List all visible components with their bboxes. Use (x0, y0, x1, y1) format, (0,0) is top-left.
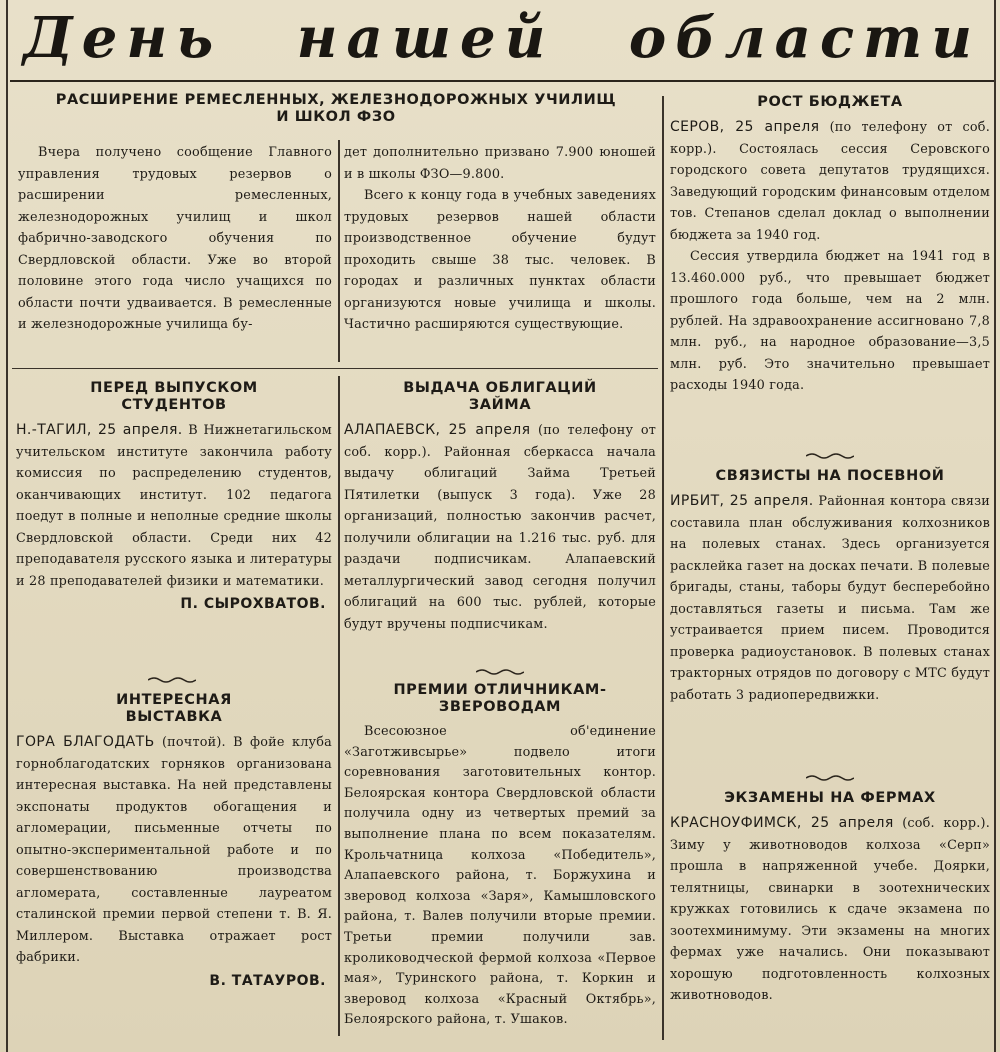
article-body: Всесоюзное об'единение «Заготживсырье» подвело итоги соревнования заготовительных контор. Белоярская контора Свердловской области получила одну из четвертых премий за выполнение плана по всем показателям. Крольчатница колхоза «Победитель», Алапаевского района, т. Боржухина и зверовод колхоза «Заря», Камышловского района, т. Валев получили вторые премии. Третьи премии получили зав. кролиководческой фермой колхоза «Первое мая», Туринского района, т. Коркин и зверовод колхоза «Красный Октябрь», Белоярского района, т. Ушаков. (344, 724, 656, 1028)
headline: ИНТЕРЕСНАЯ ВЫСТАВКА (116, 692, 232, 725)
headline: СВЯЗИСТЫ НА ПОСЕВНОЙ (715, 468, 945, 484)
headline: ПРЕМИИ ОТЛИЧНИКАМ-ЗВЕРОВОДАМ (393, 682, 607, 715)
headline: РАСШИРЕНИЕ РЕМЕСЛЕННЫХ, ЖЕЛЕЗНОДОРОЖНЫХ УЧИЛИЩ И ШКОЛ ФЗО (55, 92, 617, 125)
section-banner (10, 0, 994, 78)
article-exhibition (16, 692, 332, 989)
article-body: дет дополнительно призвано 7.900 юношей и в школы ФЗО—9.800. (344, 145, 656, 182)
separator-ornament (806, 774, 854, 782)
column-divider (338, 376, 340, 1036)
headline: РОСТ БЮДЖЕТА (757, 94, 903, 110)
left-page-edge (6, 0, 8, 1052)
article-body: (по телефону от соб. корр.). Состоялась сессия Серовского городского совета депутатов трудящихся. Заведующий городским финансовым отделом тов. Степанов сделал доклад о выполнении бюджета за 1940 год. (670, 120, 990, 243)
dateline: Н.-ТАГИЛ, 25 апреля. (16, 422, 183, 438)
article-body: (почтой). В фойе клуба горноблагодатских горняков организована интересная выставка. На ней представлены экспонаты продуктов обогащения и агломерации, письменные отчеты по опытно-экспериментальной работе и по совершенствованию производства агломерата, составленные лауреатом сталинской премии первой степени т. В. Я. Миллером. Выставка отражает рост фабрики. (16, 735, 332, 965)
article-schools-col1 (18, 142, 332, 336)
column-divider (662, 96, 664, 1040)
article-signalmen (670, 468, 990, 706)
dateline: АЛАПАЕВСК, 25 апреля (344, 422, 531, 438)
article-budget (670, 94, 990, 397)
article-body: Вчера получено сообщение Главного управления трудовых резервов о расширении ремесленных, железнодорожных училищ и школ фабрично-заводского обучения по Свердловской области. Уже во второй половине этого года число учащихся по области почти удваивается. В ремесленные и железнодорожные училища бу- (18, 145, 332, 332)
article-body: (по телефону от соб. корр.). Районная сберкасса начала выдачу облигаций Займа Третьей Пятилетки (выпуск 3 года). Уже 28 организаций, полностью закончив расчет, получили облигации на 1.216 тыс. руб. для раздачи подписчикам. Алапаевский металлургический завод сегодня получил облигаций на 600 тыс. рублей, которые будут вручены подписчикам. (344, 423, 656, 632)
column-divider (338, 140, 340, 362)
dateline: КРАСНОУФИМСК, 25 апреля (670, 815, 894, 831)
dateline: СЕРОВ, 25 апреля (670, 119, 820, 135)
article-graduates (16, 380, 332, 612)
section-title: День нашей области (22, 5, 982, 71)
article-exams (670, 790, 990, 1007)
headline: ВЫДАЧА ОБЛИГАЦИЙ ЗАЙМА (403, 380, 597, 413)
article-schools-col2 (344, 142, 656, 336)
article-body: Районная контора связи составила план обслуживания колхозников на полевых станах. Здесь организуется расклейка газет на досках печати. В полевые бригады, станы, таборы будут бесперебойно доставляться газеты и письма. Там же устраивается прием писем. Проводится проверка радиоустановок. В полевых станах тракторных отрядов по договору с МТС будут работать 3 радиопередвижки. (670, 494, 991, 703)
headline: ПЕРЕД ВЫПУСКОМ СТУДЕНТОВ (90, 380, 258, 413)
signature: П. СЫРОХВАТОВ. (180, 596, 326, 612)
right-page-edge (994, 0, 996, 1052)
article-body: Всего к концу года в учебных заведениях трудовых резервов нашей области производственное обучение будут проходить свыше 38 тыс. человек. В городах и различных пунктах области организуются новые училища и школы. Частично расширяются существующие. (344, 188, 656, 332)
article-body: В Нижнетагильском учительском институте закончила работу комиссия по распределению студентов, оканчивающих институт. 102 педагога поедут в полные и неполные средние школы Свердловской области. Среди них 42 преподавателя русского языка и литературы и 28 преподавателей физики и математики. (16, 423, 332, 589)
article-bonds (344, 380, 656, 635)
article-awards (344, 682, 656, 1031)
signature: В. ТАТАУРОВ. (209, 972, 326, 989)
separator-ornament (476, 668, 524, 676)
article-body: Сессия утвердила бюджет на 1941 год в 13.460.000 руб., что превышает бюджет прошлого года больше, чем на 2 млн. рублей. На здравоохранение ассигновано 7,8 млн. руб., на народное образование—3,5 млн. руб. Это значительно превышает расходы 1940 года. (670, 249, 990, 393)
banner-rule (10, 80, 994, 82)
row-divider (12, 368, 658, 369)
separator-ornament (148, 676, 196, 684)
headline: ЭКЗАМЕНЫ НА ФЕРМАХ (724, 790, 936, 806)
article-body: (соб. корр.). Зиму у животноводов колхоза «Серп» прошла в напряженной учебе. Доярки, телятницы, свинарки в зоотехнических кружках готовились к сдаче экзамена по зоотехминимуму. Эти экзамены на многих фермах уже начались. Они показывают хорошую подготовленность колхозных животноводов. (670, 816, 990, 1003)
article-schools (14, 92, 658, 132)
dateline: ИРБИТ, 25 апреля. (670, 493, 814, 509)
dateline: ГОРА БЛАГОДАТЬ (16, 734, 155, 750)
separator-ornament (806, 452, 854, 460)
